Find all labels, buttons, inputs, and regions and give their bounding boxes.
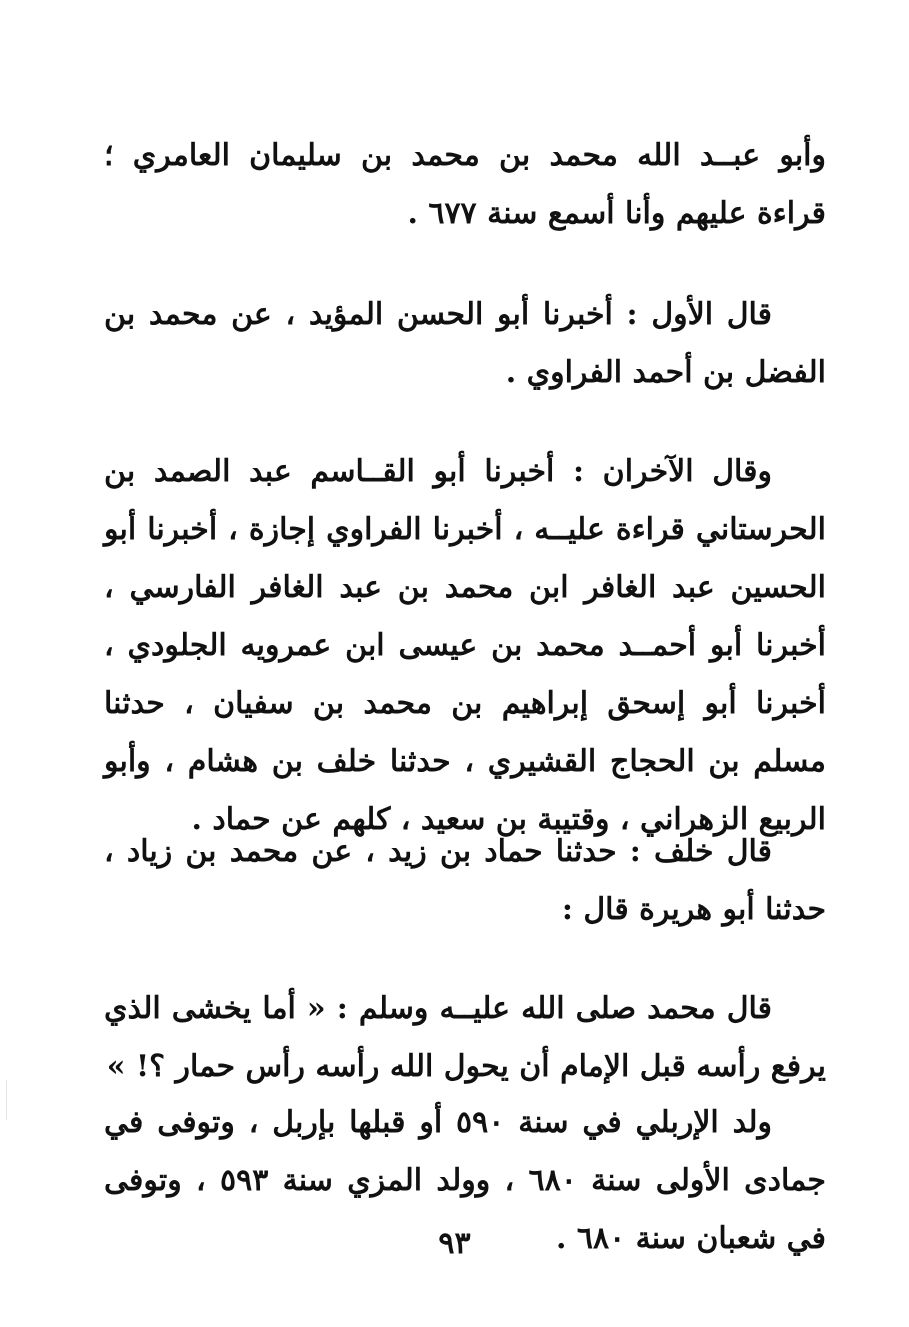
paragraph-second-chain: وقال الآخران : أخبرنا أبو القــاسم عبد الصمد بن الحرستاني قراءة عليــه ، أخبرنا الفراوي إجازة ، أخبرنا أبو الحسين عبد الغافر ابن محمد بن عبد الغافر الفارسي ، أخبرنا أبو أحمــد محمد بن عيسى ابن عمرويه الجلودي ، أخبرنا أبو إسحق إبراهيم بن محمد بن سفيان ، حدثنا مسلم بن الحجاج القشيري ، حدثنا خلف بن هشام ، وأبو الربيع الزهراني ، وقتيبة بن سعيد ، كلهم عن حماد . <box>104 454 827 837</box>
page-number: ٩٣ <box>438 1226 471 1261</box>
paragraph-birth-death-dates: ولد الإربلي في سنة ٥٩٠ أو قبلها بإربل ، وتوفى في جمادى الأولى سنة ٦٨٠ ، وولد المزي سنة ٥٩٣ ، وتوفى في شعبان سنة ٦٨٠ . <box>104 1105 826 1256</box>
paragraph-hadith-text: قال محمد صلى الله عليــه وسلم : « أما يخشى الذي يرفع رأسه قبل الإمام أن يحول الله رأسه رأس حمار ؟! » <box>104 991 826 1084</box>
paragraph-khalaf-narration: قال خلف : حدثنا حماد بن زيد ، عن محمد بن زياد ، حدثنا أبو هريرة قال : <box>104 834 826 927</box>
scan-edge-mark <box>6 1080 7 1120</box>
paragraph-isnad-names: وأبو عبــد الله محمد بن محمد بن سليمان العامري ؛ قراءة عليهم وأنا أسمع سنة ٦٧٧ . <box>104 138 826 231</box>
paragraph-first-chain: قال الأول : أخبرنا أبو الحسن المؤيد ، عن محمد بن الفضل بن أحمد الفراوي . <box>104 297 826 390</box>
